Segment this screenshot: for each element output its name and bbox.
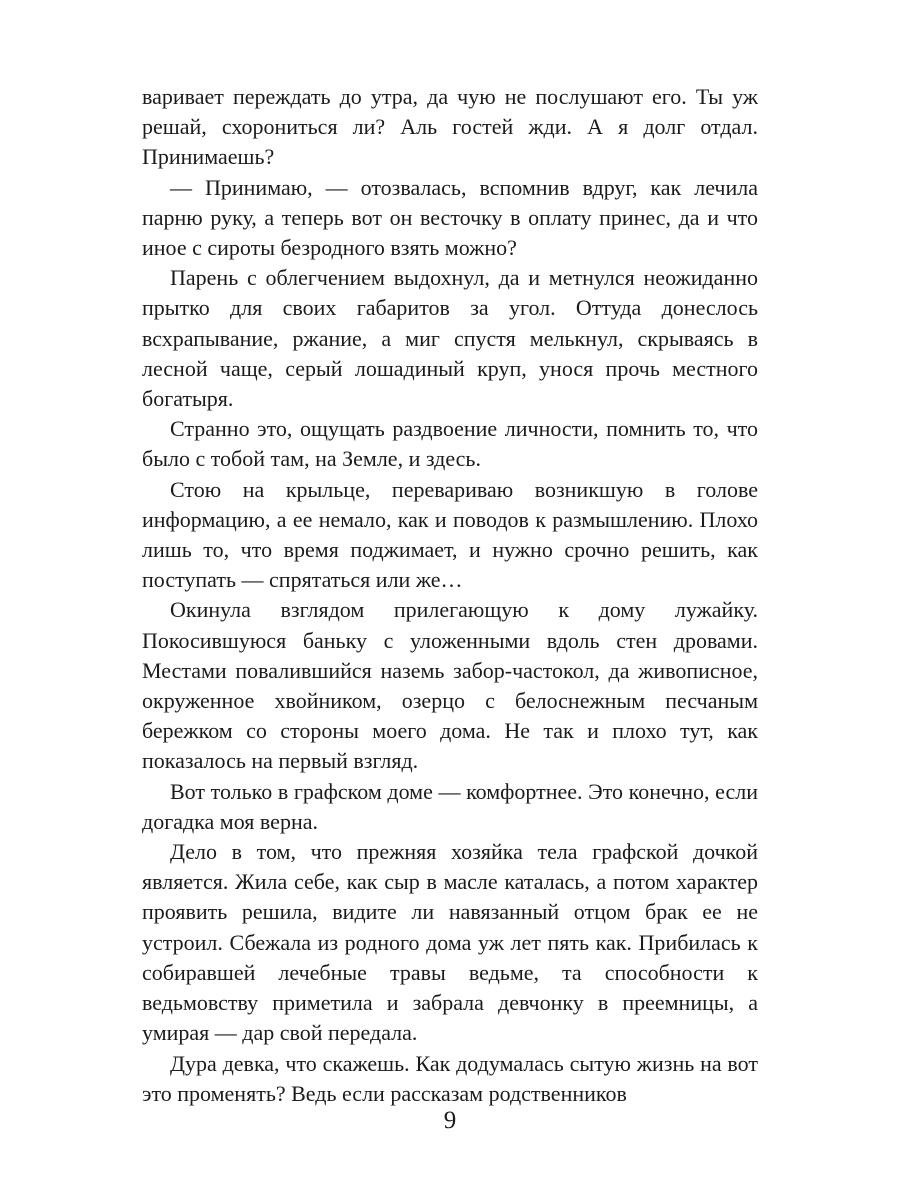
paragraph: варивает переждать до утра, да чую не послушают его. Ты уж решай, схорониться ли? Аль гостей жди. А я долг отдал. Принимаешь? — [142, 84, 758, 170]
paragraph: Стою на крыльце, перевариваю возникшую в голове информацию, а ее немало, как и поводов к размышлению. Плохо лишь то, что время поджимает, и нужно срочно решить, как поступать — спрятаться или же… — [142, 476, 758, 593]
paragraph: Окинула взглядом прилегающую к дому лужайку. Покосившуюся баньку с уложенными вдоль стен дровами. Местами повалившийся наземь забор-частокол, да живописное, окруженное хвойником, озерцо с белоснежным песчаным бережком со стороны моего дома. Не так и плохо тут, как показалось на первый взгляд. — [142, 597, 758, 774]
paragraph: — Принимаю, — отозвалась, вспомнив вдруг, как лечила парню руку, а теперь вот он весточку в оплату принес, да и что иное с сироты безродного взять можно? — [142, 174, 758, 261]
page-number: 9 — [443, 1107, 457, 1134]
paragraph: Вот только в графском доме — комфортнее. Это конечно, если догадка моя верна. — [142, 778, 758, 834]
body-text — [142, 82, 758, 1109]
paragraph: Парень с облегчением выдохнул, да и метнулся неожиданно прытко для своих габаритов за угол. Оттуда донеслось всхрапывание, ржание, а миг спустя мелькнул, скрываясь в лесной чаще, серый лошадиный круп, унося прочь местного богатыря. — [142, 265, 758, 412]
paragraph: Странно это, ощущать раздвоение личности, помнить то, что было с тобой там, на Земле, и здесь. — [142, 416, 758, 472]
paragraph: Дело в том, что прежняя хозяйка тела графской дочкой является. Жила себе, как сыр в масле каталась, а потом характер проявить решила, видите ли навязанный отцом брак ее не устроил. Сбежала из родного дома уж лет пять как. Прибилась к собиравшей лечебные травы ведьме, та способности к ведьмовству приметила и забрала девчонку в преемницы, а умирая — дар свой передала. — [142, 839, 758, 1046]
paragraph: Дура девка, что скажешь. Как додумалась сытую жизнь на вот это променять? Ведь если рассказам родственников — [142, 1050, 758, 1106]
